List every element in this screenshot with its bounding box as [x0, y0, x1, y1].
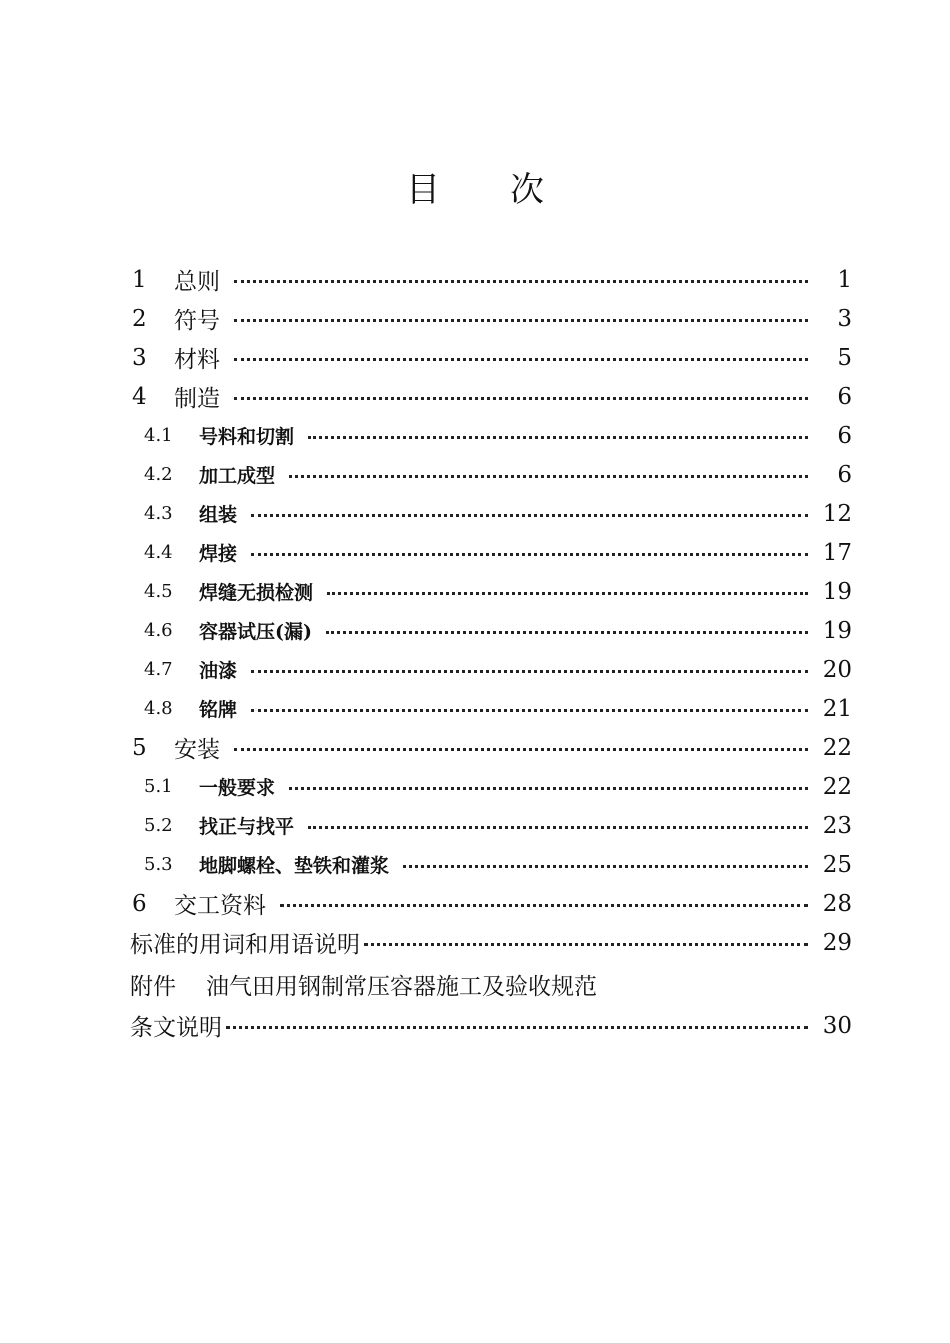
toc-entry-label: 符号 [174, 308, 220, 334]
toc-entry-label: 制造 [174, 386, 220, 412]
toc-entry-number: 1 [132, 266, 147, 293]
toc-entry-page: 3 [837, 305, 852, 332]
toc-entry-number: 5.2 [144, 815, 173, 836]
dot-leader [289, 787, 808, 790]
toc-entry-terms[interactable] [130, 923, 852, 962]
dot-leader [234, 397, 808, 400]
toc-entry-5[interactable] [130, 728, 852, 767]
toc-entry-4-5[interactable] [130, 572, 852, 611]
dot-leader [364, 943, 808, 946]
toc-entry-label: 容器试压(漏) [199, 621, 312, 643]
toc-entry-number: 4 [132, 383, 147, 410]
toc-entry-page: 20 [822, 656, 852, 683]
toc-entry-label: 油漆 [199, 660, 238, 682]
toc-entry-5-3[interactable] [130, 845, 852, 884]
toc-entry-number: 4.8 [144, 698, 173, 719]
dot-leader [326, 631, 808, 634]
toc-entry-page: 17 [822, 539, 852, 566]
toc-entry-page: 29 [822, 929, 852, 956]
toc-entry-4[interactable] [130, 377, 852, 416]
toc-entry-5-1[interactable] [130, 767, 852, 806]
toc-entry-number: 2 [132, 305, 147, 332]
toc-entry-label: 组装 [199, 504, 238, 526]
toc-entry-number: 5.3 [144, 854, 173, 875]
toc-entry-label: 材料 [174, 347, 220, 373]
dot-leader [226, 1026, 808, 1029]
toc-entry-number: 4.6 [144, 620, 173, 641]
toc-entry-label: 找正与找平 [199, 816, 295, 838]
toc-entry-4-6[interactable] [130, 611, 852, 650]
toc-entry-number: 5 [132, 734, 147, 761]
toc-entry-number: 4.2 [144, 464, 173, 485]
title-char-1: 目 [406, 170, 440, 210]
toc-entry-page: 6 [837, 461, 852, 488]
toc-entry-number: 3 [132, 344, 147, 371]
title-char-2: 次 [510, 170, 544, 210]
dot-leader [234, 280, 808, 283]
toc-entry-label: 铭牌 [199, 699, 238, 721]
toc-entry-1[interactable] [130, 260, 852, 299]
toc-entry-number: 4.5 [144, 581, 173, 602]
dot-leader [234, 319, 808, 322]
toc-entry-label: 交工资料 [174, 893, 266, 919]
toc-entry-label: 标准的用词和用语说明 [130, 932, 360, 958]
dot-leader [308, 436, 808, 439]
dot-leader [308, 826, 808, 829]
toc-entry-label: 地脚螺栓、垫铁和灌浆 [199, 855, 390, 877]
toc-entry-page: 5 [837, 344, 852, 371]
dot-leader [289, 475, 808, 478]
toc-entry-page: 6 [837, 383, 852, 410]
toc-entry-number: 4.1 [144, 425, 173, 446]
dot-leader [403, 865, 808, 868]
dot-leader [234, 358, 808, 361]
toc-entry-explanation[interactable] [130, 1006, 852, 1045]
toc-entry-page: 22 [822, 773, 852, 800]
toc-entry-4-4[interactable] [130, 533, 852, 572]
page-title [0, 162, 950, 211]
toc-entry-6[interactable] [130, 884, 852, 923]
toc-entry-label: 安装 [174, 737, 220, 763]
toc-entry-4-2[interactable] [130, 455, 852, 494]
toc-entry-page: 6 [837, 422, 852, 449]
toc-entry-page: 19 [822, 578, 852, 605]
dot-leader [251, 553, 808, 556]
dot-leader [280, 904, 808, 907]
toc-entry-label: 号料和切割 [199, 426, 295, 448]
toc-entry-4-3[interactable] [130, 494, 852, 533]
toc-entry-5-2[interactable] [130, 806, 852, 845]
table-of-contents [130, 260, 852, 1045]
toc-entry-number: 4.4 [144, 542, 173, 563]
toc-entry-page: 21 [822, 695, 852, 722]
toc-entry-4-1[interactable] [130, 416, 852, 455]
appendix-prefix: 附件 [130, 973, 176, 1000]
toc-entry-page: 25 [822, 851, 852, 878]
toc-entry-page: 22 [822, 734, 852, 761]
toc-entry-page: 1 [837, 266, 852, 293]
toc-entry-page: 23 [822, 812, 852, 839]
appendix-title: 油气田用钢制常压容器施工及验收规范 [206, 973, 597, 1000]
dot-leader [234, 748, 808, 751]
toc-entry-page: 19 [822, 617, 852, 644]
toc-entry-4-7[interactable] [130, 650, 852, 689]
toc-entry-label: 焊接 [199, 543, 238, 565]
dot-leader [327, 592, 808, 595]
dot-leader [251, 670, 808, 673]
toc-entry-3[interactable] [130, 338, 852, 377]
toc-entry-label: 焊缝无损检测 [199, 582, 314, 604]
toc-entry-number: 4.3 [144, 503, 173, 524]
dot-leader [251, 709, 808, 712]
toc-entry-4-8[interactable] [130, 689, 852, 728]
toc-entry-2[interactable] [130, 299, 852, 338]
toc-entry-page: 28 [822, 890, 852, 917]
toc-entry-page: 12 [822, 500, 852, 527]
toc-entry-label: 加工成型 [199, 465, 276, 487]
toc-entry-appendix[interactable] [130, 962, 852, 1006]
toc-entry-label: 条文说明 [130, 1015, 222, 1041]
toc-entry-number: 4.7 [144, 659, 173, 680]
toc-entry-label: 总则 [174, 269, 220, 295]
dot-leader [251, 514, 808, 517]
toc-entry-number: 5.1 [144, 776, 173, 797]
toc-entry-number: 6 [132, 890, 147, 917]
toc-entry-label: 一般要求 [199, 777, 276, 799]
toc-entry-page: 30 [822, 1012, 852, 1039]
